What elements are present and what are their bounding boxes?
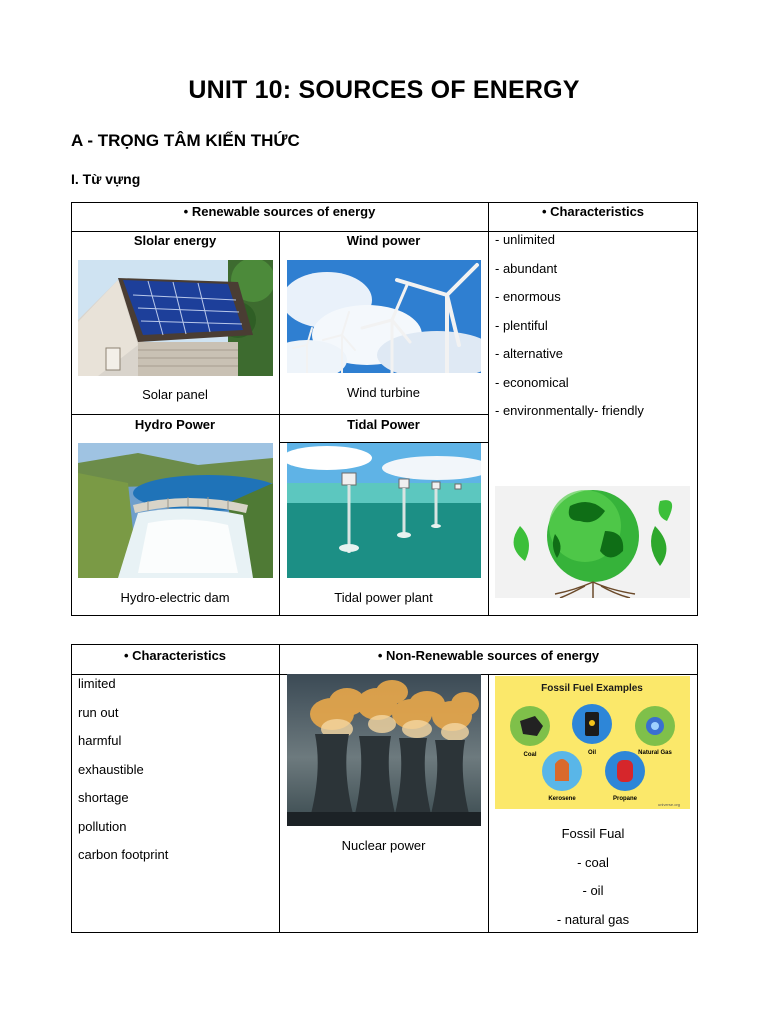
renewable-header: • Renewable sources of energy — [183, 204, 376, 219]
renewable-characteristics-list — [495, 226, 644, 426]
list-item: - environmentally- friendly — [495, 403, 644, 418]
list-item: run out — [78, 704, 119, 720]
cooling-towers-image — [287, 674, 481, 826]
fossil-caption-line: Fossil Fual — [561, 826, 625, 841]
page-title: UNIT 10: SOURCES OF ENERGY — [188, 76, 580, 104]
list-item: exhaustible — [78, 761, 144, 777]
characteristics-header: • Characteristics — [123, 648, 227, 663]
fossil-item-natural-gas: Natural Gas — [638, 750, 672, 756]
hydro-heading: Hydro Power — [134, 417, 216, 432]
list-item: shortage — [78, 790, 129, 805]
nonrenewable-header: • Non-Renewable sources of energy — [377, 648, 600, 663]
nonrenewable-characteristics-list — [78, 670, 168, 870]
section-heading: A - TRỌNG TÂM KIẾN THỨC — [71, 131, 300, 150]
list-item: limited — [78, 676, 116, 691]
nuclear-caption: Nuclear power — [341, 838, 426, 853]
green-globe-image — [495, 486, 690, 598]
list-item: carbon footprint — [78, 847, 169, 862]
fossil-fuel-examples-image — [495, 676, 690, 809]
subsection-heading: I. Từ vựng — [71, 171, 141, 187]
list-item: pollution — [78, 818, 127, 834]
wind-heading: Wind power — [346, 233, 421, 248]
solar-caption: Solar panel — [142, 387, 208, 402]
list-item: - enormous — [495, 289, 561, 304]
fossil-image-footer: universe.org — [657, 802, 680, 807]
solar-panel-image — [78, 260, 273, 376]
fossil-caption — [488, 820, 698, 934]
tidal-turbines-image — [287, 443, 481, 578]
fossil-item-oil: Oil — [587, 750, 597, 756]
list-item: harmful — [78, 733, 122, 748]
fossil-item-kerosene: Kerosene — [548, 796, 576, 802]
fossil-caption-line: - oil — [582, 883, 604, 898]
list-item: - plentiful — [495, 317, 548, 333]
wind-turbines-image — [287, 260, 481, 373]
solar-heading: Slolar energy — [133, 233, 217, 248]
fossil-caption-line: - coal — [577, 854, 609, 870]
wind-caption: Wind turbine — [347, 385, 420, 400]
list-item: - abundant — [495, 260, 558, 276]
list-item: - alternative — [495, 346, 563, 361]
tidal-caption: Tidal power plant — [334, 590, 433, 605]
list-item: - economical — [495, 374, 569, 390]
tidal-heading: Tidal Power — [347, 417, 420, 432]
fossil-item-coal: Coal — [523, 752, 537, 758]
hydro-caption: Hydro-electric dam — [120, 590, 230, 605]
list-item: - unlimited — [495, 232, 555, 247]
fossil-image-title: Fossil Fuel Examples — [541, 683, 643, 694]
characteristics-header: • Characteristics — [541, 204, 645, 219]
fossil-caption-line: - natural gas — [556, 911, 630, 927]
fossil-item-propane: Propane — [612, 796, 638, 802]
hydro-dam-image — [78, 443, 273, 578]
